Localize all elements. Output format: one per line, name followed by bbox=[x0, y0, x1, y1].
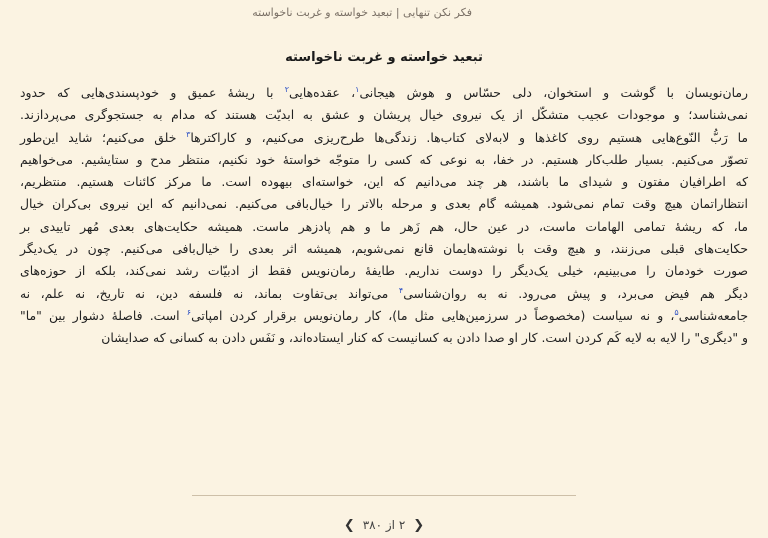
text-line-8: حکایت‌های قبلی می‌زنند، و هیچ وقت با نوشته‌هایمان قانع نمی‌شویم، همیشه اثر بعدی را خیال‌بافی می‌کنیم. چون در یک‌دیگر bbox=[20, 241, 748, 257]
text-line-6: انتظاراتمان هیچ وقت تمام نمی‌شود. همیشه گام بعدی و مرحله بالاتر را خیال‌بافی می‌کنیم. نمی‌دانیم که این نیروی بی‌کران خیال bbox=[20, 196, 748, 212]
text-line-1: رمان‌نویسان با گوشت و استخوان، دلی حسّاس و هوش هیجانی$^۱$، عقده‌هایی$^۲$ با ریشهٔ عمیق و خودپسندی‌هایی که حدود bbox=[20, 84, 748, 100]
text-line-9: صورت خودمان را می‌بینیم، خیلی یک‌دیگر را دوست نداریم. طایفهٔ رمان‌نویس فقط از ادبیّات رشد نمی‌کند، بلکه از حوزه‌های bbox=[20, 263, 748, 279]
footnote-ref-3[interactable]: ۳ bbox=[186, 129, 191, 139]
page-navigator bbox=[334, 516, 434, 534]
page-number: ۲ از ۳۸۰ bbox=[362, 518, 406, 532]
text-line-5: که اطرافیان مفتون و شیدای ما باشند، هر چند می‌دانیم که این، خواسته‌ای بیهوده است. ما مرکز کائنات هستیم. منتظریم، bbox=[20, 174, 748, 190]
chevron-right-icon[interactable]: ❯ bbox=[413, 517, 425, 533]
running-header: فکر نکن تنهایی | تبعید خواسته و غربت ناخواسته bbox=[252, 6, 472, 19]
text-line-11: جامعه‌شناسی$^۵$، و نه سیاست (مخصوصاً در سرزمین‌هایی مثل ما)، کار رمان‌نویس برقرار کردن امپاتی$^۶$ است. فاصلهٔ دشوار بین "ما" bbox=[20, 307, 748, 323]
footnote-ref-1[interactable]: ۱ bbox=[355, 84, 360, 94]
text-line-4: تصوّر می‌کنیم. بسیار طلب‌کار هستیم. در خفا، به نوعی که کسی را متوجّه خواستهٔ خود نکنیم، منتظر مدح و ستایشیم. می‌خواهیم bbox=[20, 151, 748, 167]
chapter-title: تبعید خواسته و غربت ناخواسته bbox=[285, 50, 483, 65]
text-line-10: دیگر هم فیض می‌برد، و پیش می‌رود. نه به روان‌شناسی$^۴$ می‌تواند بی‌تفاوت بماند، نه فلسفه دین، نه تاریخ، نه علم، نه bbox=[20, 285, 749, 301]
text-line-7: ما، که ریشهٔ تمامی الهامات ماست، در عین حال، هم زَهر ما و هم پادزهر ماست. همیشه حکایت‌های بعدی مُهر تاییدی بر bbox=[20, 218, 748, 234]
text-line-2: نمی‌شناسد؛ و موجودات عجیب متشکّل از یک نیروی خیال پریشان و عشق به ابدیّت هستند که مدام به جستجوگری می‌پردازند. bbox=[20, 107, 748, 123]
text-line-12: و "دیگری" را لایه به لایه کَم کردن است. کار او صدا دادن به کسانیست که کنار ایستاده‌اند، و نَفَس دادن به کسانی که صدایشان bbox=[101, 330, 748, 346]
divider bbox=[192, 495, 576, 496]
footnote-ref-5[interactable]: ۵ bbox=[674, 307, 679, 317]
text-line-3: ما رَبُّ النّوع‌هایی هستیم روی کاغذها و لابه‌لای کتاب‌ها. زندگی‌ها طرح‌ریزی می‌کنیم، و کاراکترها$^۳$ خلق می‌کنیم؛ شاید این‌طور bbox=[20, 129, 748, 145]
body-text bbox=[20, 82, 748, 350]
footnote-ref-4[interactable]: ۴ bbox=[398, 285, 404, 295]
footnote-ref-2[interactable]: ۲ bbox=[284, 84, 290, 94]
footnote-ref-6[interactable]: ۶ bbox=[186, 307, 192, 317]
chevron-left-icon[interactable]: ❮ bbox=[343, 517, 355, 533]
